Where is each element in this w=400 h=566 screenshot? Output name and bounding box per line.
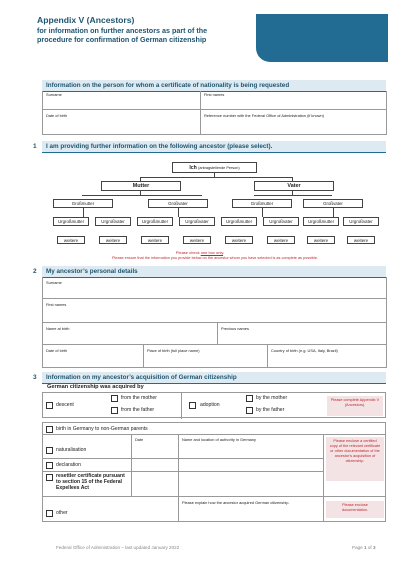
divider bbox=[323, 435, 324, 497]
tree-urgrossmutter-3[interactable] bbox=[221, 217, 257, 226]
ancestor-dob-label: Date of birth bbox=[46, 348, 68, 353]
explain-label: Please explain how the ancestor acquired German citizenship. bbox=[182, 500, 290, 505]
tree-grossmutter-1-label: Großmutter bbox=[71, 201, 95, 206]
tree-urgrossmutter-1[interactable] bbox=[53, 217, 89, 226]
by-father-checkbox[interactable] bbox=[246, 407, 253, 414]
tree-weitere-label: weitere bbox=[353, 237, 369, 243]
other-label: other bbox=[56, 510, 68, 516]
tree-weitere-5[interactable] bbox=[225, 236, 253, 244]
row-divider bbox=[43, 471, 323, 472]
divider bbox=[131, 435, 132, 497]
tree-grossvater-2-label: Großvater bbox=[323, 201, 343, 206]
tree-connector bbox=[333, 208, 334, 217]
tree-urgrossmutter-1-label: Urgroßmutter bbox=[57, 219, 85, 224]
ancestor-first-names-label: First names bbox=[46, 302, 67, 307]
tree-weitere-4[interactable] bbox=[183, 236, 211, 244]
tree-weitere-label: weitere bbox=[105, 237, 121, 243]
page-current: 1 bbox=[364, 545, 367, 550]
page-total: 3 bbox=[372, 545, 376, 550]
declaration-label: declaration bbox=[56, 462, 81, 468]
ancestor-cob-label: Country of birth (e.g. USA, Italy, Brazil) bbox=[271, 348, 338, 353]
person-first-names-field[interactable] bbox=[201, 91, 387, 110]
ancestor-previous-names-label: Previous names bbox=[221, 326, 249, 331]
page-of: of bbox=[366, 545, 373, 550]
birth-non-german-checkbox[interactable] bbox=[46, 426, 53, 433]
naturalisation-checkbox[interactable] bbox=[46, 447, 53, 454]
from-father-label: from the father bbox=[121, 407, 155, 413]
person-table bbox=[42, 91, 386, 135]
header-decoration bbox=[256, 14, 388, 62]
tree-urgrossmutter-3-label: Urgroßmutter bbox=[225, 219, 253, 224]
check-one-note bbox=[0, 250, 400, 255]
tree-connector bbox=[140, 177, 292, 178]
ancestor-dob-field[interactable] bbox=[43, 345, 144, 368]
ancestor-name-at-birth-label: Name at birth bbox=[46, 326, 70, 331]
check-suffix: . bbox=[223, 250, 225, 255]
section-2-number: 2 bbox=[33, 268, 37, 275]
tree-weitere-6[interactable] bbox=[267, 236, 295, 244]
tree-ich-sub: (antragstellende Person) bbox=[198, 165, 240, 170]
tree-vater-box[interactable] bbox=[254, 181, 334, 191]
naturalisation-table bbox=[42, 435, 386, 497]
tree-weitere-label: weitere bbox=[313, 237, 329, 243]
title-line-2: for information on further ancestors as part of the bbox=[37, 25, 208, 35]
naturalisation-label: naturalisation bbox=[56, 447, 87, 453]
tree-grossmutter-1[interactable] bbox=[53, 199, 113, 208]
tree-grossmutter-2[interactable] bbox=[232, 199, 292, 208]
tree-weitere-3[interactable] bbox=[141, 236, 169, 244]
tree-weitere-label: weitere bbox=[63, 237, 79, 243]
ancestor-pob-field[interactable] bbox=[144, 345, 268, 368]
ancestor-surname-field[interactable] bbox=[43, 277, 387, 299]
tree-grossvater-1[interactable] bbox=[148, 199, 208, 208]
divider bbox=[323, 497, 324, 522]
check-link: one box only bbox=[200, 250, 224, 255]
tree-urgrossmutter-4[interactable] bbox=[303, 217, 339, 226]
enclose-documentation-note: Please enclose documentation. bbox=[326, 501, 384, 518]
tree-urgrossmutter-2[interactable] bbox=[137, 217, 173, 226]
tree-urgrossvater-4[interactable] bbox=[343, 217, 379, 226]
document-title bbox=[37, 16, 252, 45]
person-first-names-label: First names bbox=[204, 92, 225, 97]
ancestor-name-at-birth-field[interactable] bbox=[43, 323, 218, 345]
tree-weitere-label: weitere bbox=[189, 237, 205, 243]
divider bbox=[181, 393, 182, 419]
ancestor-cob-field[interactable] bbox=[268, 345, 387, 368]
ancestor-details-table bbox=[42, 277, 386, 368]
section-2-heading: My ancestor’s personal details bbox=[42, 266, 386, 278]
ancestor-surname-label: Surname bbox=[46, 280, 62, 285]
tree-weitere-1[interactable] bbox=[57, 236, 85, 244]
complete-info-note: Please ensure that the information you provide below on the ancestor whom you have selected is as complete as possible. bbox=[112, 256, 318, 260]
tree-urgrossmutter-2-label: Urgroßmutter bbox=[141, 219, 169, 224]
tree-weitere-label: weitere bbox=[231, 237, 247, 243]
ancestor-first-names-field[interactable] bbox=[43, 299, 387, 323]
from-mother-checkbox[interactable] bbox=[111, 395, 118, 402]
tree-connector bbox=[82, 195, 202, 196]
tree-ich-box[interactable] bbox=[172, 162, 257, 173]
complete-appendix-note: Please complete Appendix V (Ancestors). bbox=[327, 396, 383, 416]
authority-column-header: Name and location of authority in Germany bbox=[182, 437, 256, 442]
birth-non-german-row bbox=[42, 422, 386, 435]
row-divider bbox=[43, 458, 323, 459]
page-number bbox=[352, 545, 376, 550]
ancestor-previous-names-field[interactable] bbox=[218, 323, 387, 345]
tree-weitere-2[interactable] bbox=[99, 236, 127, 244]
tree-connector bbox=[254, 195, 332, 196]
person-surname-label: Surname bbox=[46, 92, 62, 97]
tree-urgrossmutter-4-label: Urgroßmutter bbox=[307, 219, 335, 224]
acquired-by-label: German citizenship was acquired by bbox=[47, 384, 144, 390]
enclose-certificate-note: Please enclose a certified copy of the relevant certificate or other documentation of the ancestor’s acquisition of citizenship. bbox=[326, 437, 384, 481]
by-mother-label: by the mother bbox=[256, 395, 288, 401]
section-1-number: 1 bbox=[33, 143, 37, 150]
section-3-heading: Information on my ancestor’s acquisition of German citizenship bbox=[42, 372, 386, 384]
tree-urgrossvater-3[interactable] bbox=[263, 217, 299, 226]
section-1-heading: I am providing further information on the following ancestor (please select). bbox=[42, 141, 386, 153]
tree-urgrossvater-1-label: Urgroßvater bbox=[101, 219, 125, 224]
tree-urgrossvater-4-label: Urgroßvater bbox=[349, 219, 373, 224]
person-section-heading: Information on the person for whom a certificate of nationality is being requested bbox=[42, 80, 386, 92]
check-prefix: Please check bbox=[175, 250, 201, 255]
tree-weitere-8[interactable] bbox=[347, 236, 375, 244]
tree-connector bbox=[178, 208, 179, 217]
acquisition-options-box bbox=[42, 392, 386, 418]
tree-mutter-box[interactable] bbox=[101, 181, 181, 191]
tree-grossvater-2[interactable] bbox=[303, 199, 363, 208]
divider bbox=[178, 497, 179, 522]
title-main: Appendix V (Ancestors) bbox=[37, 15, 135, 25]
resettler-checkbox[interactable] bbox=[46, 474, 53, 481]
from-mother-label: from the mother bbox=[121, 395, 157, 401]
from-father-checkbox[interactable] bbox=[111, 407, 118, 414]
by-father-label: by the father bbox=[256, 407, 285, 413]
ancestor-pob-label: Place of birth (full place name) bbox=[147, 348, 200, 353]
tree-urgrossvater-3-label: Urgroßvater bbox=[269, 219, 293, 224]
adoption-checkbox[interactable] bbox=[189, 402, 196, 409]
other-checkbox[interactable] bbox=[46, 510, 53, 517]
tree-urgrossvater-2-label: Urgroßvater bbox=[185, 219, 209, 224]
tree-weitere-label: weitere bbox=[147, 237, 163, 243]
tree-connector bbox=[83, 208, 84, 217]
adoption-label: adoption bbox=[200, 402, 220, 408]
tree-grossmutter-2-label: Großmutter bbox=[250, 201, 274, 206]
person-ref-field[interactable] bbox=[201, 110, 387, 135]
tree-vater-label: Vater bbox=[287, 183, 301, 189]
person-ref-label: Reference number with the Federal Office of Administration (if known) bbox=[204, 113, 324, 118]
by-mother-checkbox[interactable] bbox=[246, 395, 253, 402]
tree-connector bbox=[262, 208, 263, 217]
tree-mutter-label: Mutter bbox=[132, 183, 150, 189]
descent-label: descent bbox=[56, 402, 74, 408]
title-line-3: procedure for confirmation of German citizenship bbox=[37, 35, 207, 44]
person-dob-label: Date of birth bbox=[46, 113, 68, 118]
declaration-checkbox[interactable] bbox=[46, 462, 53, 469]
tree-ich-label: Ich bbox=[189, 164, 197, 171]
tree-urgrossvater-1[interactable] bbox=[95, 217, 131, 226]
tree-weitere-label: weitere bbox=[273, 237, 289, 243]
tree-urgrossvater-2[interactable] bbox=[179, 217, 215, 226]
footer-text: Federal Office of Administration – last updated January 2022 bbox=[56, 545, 180, 550]
descent-checkbox[interactable] bbox=[46, 402, 53, 409]
tree-weitere-7[interactable] bbox=[307, 236, 335, 244]
resettler-label: resettler certificate pursuant to section 15 of the Federal Expellees Act bbox=[56, 473, 125, 491]
section-3-number: 3 bbox=[33, 374, 37, 381]
other-row bbox=[42, 497, 386, 522]
date-column-header: Date bbox=[135, 437, 144, 442]
page-prefix: Page bbox=[352, 545, 365, 550]
tree-grossvater-1-label: Großvater bbox=[168, 201, 188, 206]
person-surname-field[interactable] bbox=[43, 91, 201, 110]
person-dob-field[interactable] bbox=[43, 110, 201, 135]
birth-non-german-label: birth in Germany to non-German parents bbox=[56, 426, 148, 432]
divider bbox=[178, 435, 179, 497]
